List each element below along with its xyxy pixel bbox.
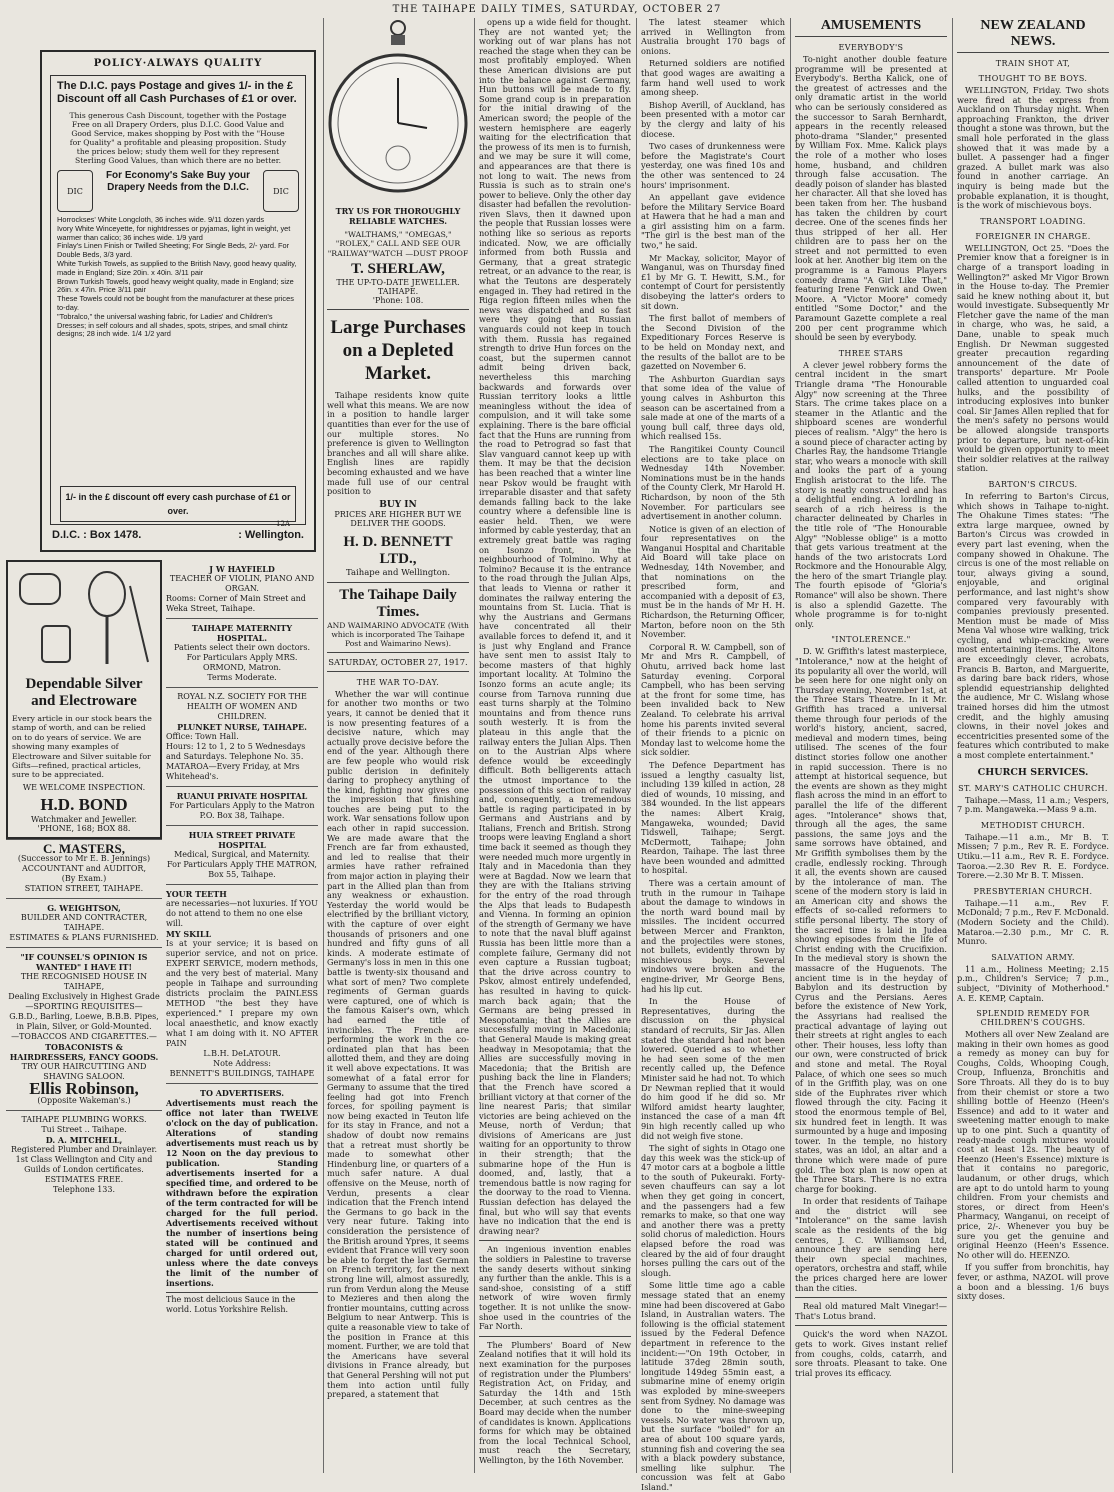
bond-title: Dependable Silver and Electroware: [25, 676, 143, 709]
robinson-house: THE RECOGNISED HOUSE IN TAIHAPE,: [20, 971, 148, 991]
robinson-tobacconists: TOBACONISTS & HAIRDRESSERS, FANCY GOODS.: [9, 1041, 159, 1062]
teeth-title: YOUR TEETH: [166, 889, 227, 899]
column-1: [6, 560, 162, 1475]
circus-article: In referring to Barton's Circus, which shows in Taihape to-night. The Ohakune Times states: "The extra large marquee, owned by Barton's Circus was crowded in every part last evening, when the company showed in Ohakune. The circus is one of the most reliable on tour, always giving a sound, enjoyable, and original performance, and last night's show compared very favourably with companies previously presented. Mention must be made of Miss Mena Val whose wire walking, trick cycling, and whip-cracking, were most entertaining items. The Altons are exceedingly clever, acrobats, Francis B. Barton, and Marguerite, as daring bare back riders, whose splendid equestrianship delighted the audience, Mr C. Wislang whose trained horses did him the utmost credit, and the highly amusing clowns, in their novel jokes and eccentricities presented some of the features which contributed to make a most complete entertainment.": [957, 490, 1109, 760]
mitchell-advertisement: [6, 1110, 162, 1199]
news-paragraph: The Rangitikei County Council elections are to take place on Wednesday 14th November. Nominations must be in the hands of the County Clerk, Mr Harold H. Richardson, by noon of the 5th November. For particulars see advertisement in another column.: [641, 443, 785, 522]
war-body: Whether the war will continue for another two months or two years, it cannot be denied that it is now presenting features of a decisive nature, which may actually prove decisive before the end of the year. Although there are few people who would risk public derision in definitely daring to prophecy anything of the kind, fighting now gives one the impression that finishing touches are being put to the work. War sensations follow upon each other in rapid succession. We are made aware that the French are far from exhausted, and led to realise that their armies have rather refrained from major action in playing their part in the Allied plan than from any weakness or exhaustion. Yesterday the world would be electrified by the brilliant victory, with the capture of over eight thousands of prisoners and one hundred and fifty guns of all kinds. A moderate estimate of Germany's loss in men in this one battle is twenty-six thousand and what sort of men? Two complete regiments of German guards were captured, one of which is the famous Kaiser's own, which had earned the title of invincibles. The French are performing the work in the co-ordinated plan that has been allotted them, and they are doing it well above expectations. It was somewhat of a fatal error for Germany to assume that the tired feeling had got into French forces, for spoiling payment is now being exacted in Teuton life for its stay in France, and not a shadow of doubt now remains that a retreat must shortly be made to somewhat other Hindenburg line, or quarters of a much safer nature. A dual offensive on the Meuse, north of Verdun, presents a clear indication that the French intend the Germans to go back in the very near future. Taking into consideration the persistence of the British around Ypres, it seems evident that France will very soon be able to forget the last German on French territory, for the next strong line will, almost assuredly, run from Verdun along the Meuse to Mezieres and then along the frontier mountains, cutting across Belgium to near Antwerp. This is quite a reasonable view to take of the position in France at this moment. Further, we are told that the Americans have several divisions in France already, but that General Pershing will not put them into action until fully prepared, a statement that: [327, 688, 470, 1400]
masters-address: STATION STREET, TAIHAPE.: [24, 883, 144, 893]
methodist-times: Taihape.—11 a.m., Mr B. T. Missen; 7 p.m., Rev R. E. Fordyce. Utiku.—11 a.m., Rev R. E. Fordyce. Taoroa.—2.30 Rev R. E. Fordyce. Torere.—2.30 Mr B. T. Missen.: [957, 831, 1109, 881]
buy-in: BUY IN: [379, 499, 417, 510]
dic-banner: POLICY·ALWAYS QUALITY: [93, 58, 263, 69]
dic-body: This generous Cash Discount, together with the Postage Free on all Drapery Orders, plus D.I.C. Good Value and Good Service, makes shopping by Post with the "House for Quality" a profitable and pleasing proposition. Study the prices below; study them well for they represent Sterling Good Values, than which there are no better.: [69, 111, 287, 165]
bond-advertisement: [6, 560, 162, 839]
watch-brands: "WALTHAMS," "OMEGAS," "ROLEX," CALL AND SEE OUR "RAILWAY"WATCH —DUST PROOF: [327, 230, 469, 258]
war-continued: opens up a wide field for thought. They are not wanted yet; the working out of war plans has not reached the stage when they can be most profitably employed. When these American divisions are put into the balance against Germany, Hun buttons will be made to fly. Some grand coup is in preparation for the initial drawing of the American sword; the people of the western hemisphere are eagerly waiting for the electrification that the prowess of its men is to furnish, and we may be sure it will come, and appearances are that there is not long to wait. The news from Russia is such as to strain one's power to believe. Only the other day disaster had befallen the revolution-riven Slavs, then it dawned upon the people that Russian losses were nothing like so serious as reports indicated. Now, we are officially informed from both Russia and Germany, that a great strategic retreat, or an advance to the rear, is what the Teutons are desperately engaged in. They had retired in the Riga region fifteen miles when the news was dispatched and so fast were they going that Russian vanguards could not keep in touch with them. Russia has regained strength to drive Hun forces on the coast, but the supermen cannot admit being driven back, nevertheless this marching backwards and forwards over Russian territory looks a little meaningless without the idea of compulsion, and it will take some explaining. There is the bare official fact that the Huns are running from the road to Petrograd so fast that Slav vanguard cannot keep up with them. It may be that the decision has been reached that a winter line near Pskov would be fraught with irreparable disaster and that safety demands falling back to the lake country where a defensible line is easier held. Then, we were informed by cable yesterday, that an extremely great battle was raging on Isonzo front, in the neighbourhood of Tolmino. Why at Tolmino? Because it is the entrance to the road through the Julian Alps, that leads to Vienna or rather it dominates the railway entering the mountains from St. Lucia. That is why the Austrians and Germans have concentrated all their available forces to defend it, and it is just why England and France have sent men to assist Italy to become masters of that highly important locality. At Tolmino the Isonzo forms an acute angle; its course from Tarnova running due east turns sharply at the Tolmino mountains and from thence runs south westerly. It is from the plateau in this angle that the railway enters the Julian Alps. Then on to the Austrian Alps where defence would be exceedingly difficult. Both belligerents attach the utmost importance to the possession of this section of railway and, consequently, a tremendous battle is raging participated in by Germans and Austrians and by Italians, French and British. Strong troops were leaving England a short time back it seemed as though they were needed much more urgently in Italy and in Macedonia than they were at Bagdad. Now we learn that they are with the Italians striving for the entry of the road through the Alps that leads to Budapesth and Vienna. In forming an opinion of the strength of Germany we have to note that the naval bluff against Russia has been little more than a complete failure, Germany did not even capture a Russian tugboat; that the drive across country to Pskov, almost entirely undefended, has resulted in having to quick-march back again; that the Germans are being pressed in Mesopotamia; that the Allies are successfully moving in Macedonia; that General Maude is making great headway in Mesopotamia; that the Allies are successfully moving in Macedonia; that the British are pushing back the line in Flanders; that the French have scored a brilliant victory at that corner of the line nearest Paris; that similar victories are being achieved on the Meuse, north of Verdun; that divisions of Americans are just waiting for an opportunity to throw in their strength; that the submarine hope of the Hun is doomed, and, lastly, that a tremendous battle is now raging for the doorway to the road to Vienna. Russian defection has delayed the final, but who will say that events have no indication that the end is drawing near?: [479, 17, 631, 1236]
presbyterian-heading: PRESBYTERIAN CHURCH.: [973, 886, 1093, 896]
st-marys-times: Taihape.—Mass, 11 a.m.; Vespers, 7 p.m. Mangaweka.—Mass 9 a.m.: [957, 794, 1109, 815]
large-purchases-headline: Large Purchases on a Depleted Market.: [330, 317, 466, 385]
dic-price-list: [57, 216, 299, 339]
pocket-watch-illustration: [327, 18, 469, 204]
sherlaw-address: TAIHAPE.: [377, 287, 419, 297]
dic-item: Brown Turkish Towels, good heavy weight quality, made in England; size 26in. x 47in. Price 3/11 pair: [57, 276, 294, 295]
huia-sub: Medical, Surgical, and Maternity.: [174, 850, 310, 859]
mitchell-cert: 1st Class Wellington and City and Guilds of London certificates.: [15, 1154, 153, 1174]
hayfield-role: TEACHER OF VIOLIN, PIANO AND ORGAN.: [169, 574, 315, 593]
dic-subheadline: For Economy's Sake Buy your Drapery Needs from the D.I.C.: [105, 170, 251, 193]
huia-apply: For Particulars Apply THE MATRON, Box 55, Taihape.: [167, 860, 317, 879]
maternity-title: TAIHAPE MATERNITY HOSPITAL.: [191, 623, 293, 643]
ruanui-apply: For Particulars Apply to the Matron P.O. Box 38, Taihape.: [169, 801, 315, 820]
dic-item: These Towels could not be bought from the manufacturer at these prices to-day.: [57, 294, 294, 312]
sauce-ad: The most delicious Sauce in the world. Lotus Yorkshire Relish.: [166, 1292, 318, 1315]
news-paragraph: The Defence Department has issued a lengthy casualty list, including 139 killed in action, 28 died of wounds, 10 missing, and 384 wounded. In the list appears the names: Albert Kraig, Mangaweka, wounded; David Tidswell, Taihape; Sergt. McDermott, Taihape; John Reardon, Taihape. The last three have been wounded and admitted to hospital.: [641, 759, 785, 876]
robinson-advertisement: [6, 947, 162, 1110]
mitchell-role: Registered Plumber and Drainlayer.: [11, 1144, 157, 1154]
ruanui-title: RUANUI PRIVATE HOSPITAL: [176, 791, 308, 801]
ruanui-advertisement: [166, 786, 318, 825]
intolerance-article: D. W. Griffith's latest masterpiece, "Intolerance," now at the height of its popularity all over the world, will be seen here for one night only on Thursday evening, November 1st, at the Three Stars Theatre. In it Mr. Griffith has traced a universal theme through four periods of the world's history, ancient, sacred, medieval and modern times, being utilised. The scenes of the four distinct stories follow one another in rapid succession. There is no attempt at historical sequence, but the events are shown as they might flash across the mind in an effort to parallel the life of the different ages. "Intolerance" shows that, through all the ages, the same passions, the same joys and the same sorrows have obtained, and Mr Griffith symbolises them by the cradle, endlessly rocking. Through it all, the events shown are caused by the intolerance of man. The scene of the modern story is laid in an American city and shows the effects of so-called reformers to stifle personal liberty. The story of the sacred time is laid in Judea showing episodes from the life of Christ ending with the Crucifixion. In the medieval story is shown the massacre of the Huguenots. The ancient time is in the heyday of Babylon and its destruction by Cyrus and the Persians. Aeres before the existence of New York, the Assyrians had realised the practical advantage of laying out their streets at right angles to each other. Their houses, less lofty than our own, were constructed of brick and stone and metal. The Royal Palace, of which one sees so much of in the Griffith play, was on one side of the Euphrates river which flowed through the city. Facing it stood the enormous temple of Bel, six hundred feet in length. It was surmounted by a huge and imposing tower. In the temple, no history states, was an idol, an altar and a throne which were made of pure gold. The box plan is now open at the Three Stars. There is no extra charge for booking.: [795, 646, 947, 1194]
bond-trade: Watchmaker and Jeweller.: [31, 814, 137, 824]
mitchell-name: D. A. MITCHELL,: [45, 1134, 123, 1145]
boys-heading: THOUGHT TO BE BOYS.: [978, 74, 1088, 83]
news-paragraph: Corporal R. W. Campbell, son of Mr and Mrs R. Campbell, of Ohutu, arrived back home last Saturday evening. Corporal Campbell, who has been serving at the front for some time, has been invalided back to New Zealand. To celebrate his arrival home his parents invited several of their friends to a picnic on Monday last to welcome home the sick soldier.: [641, 641, 785, 758]
dic-item: White Turkish Towels, as supplied to the British Navy, good heavy quality, made in England; Size 20in. x 40in. 3/11 pair: [57, 258, 297, 277]
intolerance-heading: "INTOLERENCE.": [831, 635, 911, 645]
news-paragraph: Notice is given of an election of four representatives on the Wanganui Hospital and Charitable Aid Board will take place on Wednesday, 14th November, and that nominations on the prescribed form, and accompanied with a deposit of £3, must be in the hands of Mr H. H. Richardson, the Returning Officer, Marton, before noon on the 5th November.: [641, 523, 785, 640]
robinson-opposite: (Opposite Wakeman's.): [37, 1095, 131, 1105]
news-paragraph: The first ballot of members of the Second Division of the Expeditionary Forces Reserve is to be held on Monday next, and the results of the ballot are to be gazetted on November 6.: [641, 313, 785, 372]
masthead: THE TAIHAPE DAILY TIMES, SATURDAY, OCTOBER 27: [392, 4, 722, 15]
large-purchases-body: Taihape residents know quite well what this means. We are now in a position to handle larger quantities than ever for the use of our multiple stores. No preference is given to Wellington branches and all will share alike. English lines are rapidly becoming exhausted and we have made full use of our central position to: [327, 390, 469, 497]
news-paragraph: The latest steamer which arrived in Wellington from Australia brought 170 bags of onions.: [641, 17, 785, 56]
weightson-name: G. WEIGHTSON,: [47, 902, 121, 913]
advertisers-title: TO ADVERTISERS.: [199, 1088, 285, 1098]
remedy-article: Mothers all over New Zealand are making in their own homes as good a remedy as money can buy for Coughs, Colds, Whooping Cough, Croup, Influenza, Bronchitis and Sore Throats. All they do is to buy from their chemist or store a two shilling bottle of Heenzo (Heen's Essence) and add to it water and sweetening matter enough to make up to one pint. Such a quantity of ready-made cough mixtures would cost at least 12s. The beauty of Heenzo (Heen's Essence) mixture is that it contains no paregoric, laudanum, or other drugs, which are apt to do untold harm to young children. From your chemists and stores, or direct from Heen's Pharmacy, Wanganui, on receipt of price, 2/-. Whenever you buy be sure you get the genuine and original Heenzo (Heen's Essence. No other will do. HEENZO.: [957, 1029, 1109, 1260]
bond-name: H.D. BOND: [40, 794, 128, 814]
column-rule: [474, 18, 475, 1473]
dic-footer: [42, 525, 314, 545]
robinson-tobacco: —TOBACCOS AND CIGARETTES.—: [11, 1031, 157, 1041]
sherlaw-name: T. SHERLAW,: [351, 261, 445, 278]
news-paragraph: Some little time ago a cable message stated that an enemy mine had been discovered at Gabo Island, in Australian waters. The following is the official statement issued by the Federal Defence department in reference to the incident:—"On 19th October, in latitude 37deg 28min south, longitude 149deg 55min east, a submarine mine of enemy origin was exploded by mine-sweepers sent from Sydney. No damage was done to the mine-sweeping vessels. No water was thrown up, but the surface "boiled" for an area of about 100 square yards, stunning fish and covering the sea with a black powdery substance, smelling like sulphur. The concussion was felt at Gabo Island.": [641, 1280, 785, 1492]
skill-title: MY SKILL: [166, 929, 212, 939]
dic-emblem-left: DIC: [57, 170, 93, 212]
column-3: [327, 18, 469, 1475]
bennett-sub: Taihape and Wellington.: [345, 567, 451, 578]
news-paragraph: The Ashburton Guardian says that some idea of the value of young calves in Ashburton this season can be ascertained from a sale made at one of the marts of a young bull calf, three days old, which realised 15s.: [641, 373, 785, 442]
robinson-dealing: Dealing Exclusively in Highest Grade: [8, 991, 160, 1001]
masters-role: ACCOUNTANT and AUDITOR,: [21, 863, 146, 873]
silverware-illustration: [12, 566, 158, 676]
news-paragraph: Bishop Averill, of Auckland, has been presented with a motor car by the clergy and laity of his diocese.: [641, 99, 785, 139]
huia-advertisement: [166, 825, 318, 884]
masters-advertisement: [6, 839, 162, 898]
three-stars-article: A clever jewel robbery forms the central incident in the smart Triangle drama "The Honourable Algy" now screening at the Three Stars. The crime takes place on a steamer in the Atlantic and the shipboard scenes are wonderful pieces of realism. "Algy" the hero is a sound piece of character acting by Charles Ray, the handsome Triangle star, who wears a monocle with skill and looks the part of a young English aristocrat to the life. The story is neatly constructed and has a delightful ending. A lordling in search of a rich heiress is the character delineated by Charles in the title role of "The Honourable Algy" "Noblesse oblige" is a motto that gets various treatment at the hands of the two aristocrats Lord Rockmore and the Honourable Algy, the hero of the smart Triangle play. The fourth episode of "Gloria's Romance" will also be shown. There is also a splendid Gazette. The whole programme is for to-night only.: [795, 359, 947, 629]
paper-title: The Taihape Daily Times.: [339, 586, 457, 620]
circus-heading: BARTON'S CIRCUS.: [988, 479, 1078, 489]
dentist-note: Note Address:: [213, 1059, 271, 1068]
amusements-title: AMUSEMENTS: [795, 18, 947, 37]
news-paragraph: In the House of Representatives, during the discussion on the physical standard of recruits, Sir Jas. Allen stated the standard had not been lowered. Queried as to whether he had seen some of the men recently called up, the Defence Minister said he had not. To which Dr Newman replied that it would do him good if he did so. Mr Wilford amidst hearty laughter, instanced the case of a man 4ft 9in high recently called up who did not weigh five stone.: [641, 996, 785, 1141]
mitchell-estimates: ESTIMATES FREE.: [44, 1174, 124, 1184]
advertisers-notice: [166, 1083, 318, 1319]
robinson-pipes: G.B.D., Barling, Loewe, B.B.B. Pipes, in Plain, Silver, or Gold-Mounted.: [9, 1011, 159, 1031]
salvation-heading: SALVATION ARMY.: [991, 952, 1075, 962]
column-rule: [952, 18, 953, 1473]
prices-line: PRICES ARE HIGHER BUT WE DELIVER THE GOODS.: [334, 509, 462, 528]
plunket-nurse: PLUNKET NURSE, TAIHAPE.: [177, 722, 307, 732]
dic-box-number: D.I.C. : Box 1478.: [52, 529, 142, 541]
weightson-advertisement: [6, 898, 162, 947]
foreigner-heading: FOREIGNER IN CHARGE.: [975, 231, 1091, 241]
column-rule: [323, 18, 324, 1473]
remedy-heading: SPLENDID REMEDY FOR CHILDREN'S COUGHS.: [976, 1009, 1090, 1028]
masters-exam: (By Exam.): [61, 873, 107, 883]
st-marys-heading: ST. MARY'S CATHOLIC CHURCH.: [958, 783, 1108, 793]
dic-discount-box: 1/- in the £ discount off every cash purchase of £1 or over.: [60, 486, 296, 522]
sherlaw-phone: 'Phone: 108.: [372, 296, 424, 306]
column-rule: [790, 18, 791, 1473]
advertisers-body: Advertisements must reach the office not later than TWELVE o'clock on the day of publication. Alterations of standing advertisements must reach us by 12 Noon on the day previous to publication. Standing advertisements inserted for a specified time, and ordered to be withdrawn before the expiration of the term contracted for will be charged for the full period. Advertisements received without the number of insertions being stated will be continued and charged for until ordered out, unless where the date conveys the limit of the number of insertions.: [166, 1098, 318, 1288]
robinson-saloon: TRY OUR HAIRCUTTING AND SHAVING SALOON.: [21, 1061, 147, 1081]
plunket-mataroa: MATAROA—Every Friday, at Mrs Whitehead's.: [166, 762, 300, 781]
weightson-role: BUILDER AND CONTRACTER, TAIHAPE.: [20, 912, 148, 932]
plumbers-board-article: The Plumbers' Board of New Zealand notifies that it will hold its next examination for the purposes of registration under the Plumbers' Registration Act, on Friday, and Saturday the 14th and 15th December, at such centres as the Board may decide when the number of candidates is known. Applications forms for which may be obtained from the local Technical School, must reach the Secretary, Wellington, by the 16th November.: [479, 1339, 631, 1465]
everybodys-heading: EVERYBODY'S: [838, 43, 904, 52]
huia-title: HUIA STREET PRIVATE HOSPITAL: [188, 830, 296, 850]
maternity-sub: Patients select their own doctors.: [174, 643, 310, 652]
hayfield-name: J W HAYFIELD: [209, 564, 275, 574]
plunket-hours: Hours: 12 to 1, 2 to 5 Wednesdays and Saturdays. Telephone No. 35.: [166, 742, 306, 761]
column-7: [957, 18, 1109, 1475]
plunket-advertisement: [166, 687, 318, 786]
everybodys-article: To-night another double feature programme will be presented at Everybody's. Bertha Kalick, one of the greatest of actresses and the only dramatic artist in the world who can be seriously considered as the successor to Sarah Bernhardt, appears in the recently released photo-drama "Slander," presented by William Fox. Mme. Kalick plays the role of a mother who loses home, husband, and children through false accusation. The deadly poison of slander has blasted her character. All that she loved has been taken from her. The husband has taken the children by court decree. One of the scenes finds her thus stripped of her all. Her children are to pass her on the street and not permitted to even look at her. Another big item on the programme is a Famous Players comedy drama "A Girl Like That," featuring Irene Fenwick and Owen Moore. A "Victor Moore" comedy entitled "Some Doctor," and the Paramount Gazette complete a real 200 per cent programme which should be seen by everybody.: [795, 54, 947, 343]
transport-article: WELLINGTON, Oct 25. "Does the Premier know that a foreigner is in charge of a transport loading in Wellington?" asked Mr Vigor Brown in the House to-day. The Premier said he knew nothing about it, but would investigate. Subsequently Mr Fletcher gave the name of the man in charge, who was, he said, a Dane, unable to speak much English. Dr Newman suggested greater precaution regarding announcement of the date of transports' departure. Mr Poole called attention to unguarded coal hulks, and the possibility of introducing explosives into bunker coal. Sir James Allen replied that for the men's safety no persons would be allowed alongside transports prior to departure, but next-of-kin would be given opportunity to meet their soldier relatives at the railway station.: [957, 242, 1109, 474]
dic-city: : Wellington.: [238, 529, 304, 541]
watch-caption: TRY US FOR THOROUGHLY RELIABLE WATCHES.: [335, 206, 461, 226]
dic-emblem-right: DIC: [263, 170, 299, 212]
train-heading: TRAIN SHOT AT,: [995, 59, 1071, 68]
plunket-office: Office: Town Hall.: [166, 732, 239, 741]
malt-vinegar-ad: Real old matured Malt Vinegar!—That's Lotus brand.: [795, 1301, 947, 1321]
dic-inner-box: [50, 75, 306, 525]
column-rule: [636, 18, 637, 1473]
plunket-title: ROYAL N.Z. SOCIETY FOR THE HEALTH OF WOMEN AND CHILDREN.: [177, 692, 307, 721]
salvation-times: 11 a.m., Holiness Meeting; 2.15 p.m., Children's Service; 7 p.m., subject, "Divinity of Motherhood." A. E. KEMP, Captain.: [957, 963, 1109, 1003]
bennett-name: H. D. BENNETT LTD.,: [343, 533, 453, 567]
news-paragraph: The sight of sights in Otago one day this week was the stick-up of 47 motor cars at a bogbole a little to the south of Pukeuraki. Forty-seven chauffeurs can say a lot when they get going in concert, and the passengers had a few remarks to make, so that one way and another there was a pretty solid chorus of malediction. Hours elapsed before the road was cleared by the aid of four draught horses pulling the cars out of the slough.: [641, 1143, 785, 1278]
dic-code: 12A: [276, 520, 290, 528]
dic-advertisement: [40, 50, 316, 552]
dentist-advertisement: [166, 884, 318, 1083]
dic-headline: The D.I.C. pays Postage and gives 1/- in the £ Discount off all Cash Purchases of £1 or over.: [57, 80, 297, 105]
dic-item: Ivory White Winceyette, for nightdresses or pyjamas, light in weight, yet warmer than calico; 36 inches wide. 1/9 yard: [57, 223, 291, 242]
war-headline: THE WAR TO-DAY.: [356, 677, 440, 687]
column-4: [479, 18, 631, 1475]
hayfield-rooms: Rooms: Corner of Main Street and Weka Street, Taihape.: [166, 594, 306, 613]
train-article: WELLINGTON, Friday. Two shots were fired at the express from Auckland on Thursday night. When approaching Frankton, the driver thought a stone was thrown, but the small hole perforated in the glass showed that it was made by a bullet. A passenger had a finger grazed. A bullet mark was also found in another carriage. An inquiry is being made but the probable explanation, it is thought, is the work of mischievous boys.: [957, 85, 1109, 211]
news-paragraph: Returned soldiers are notified that good wages are awaiting a farm hand well used to work among sheep.: [641, 58, 785, 98]
robinson-requisites: —SPORTING REQUISITES—: [25, 1001, 143, 1011]
nazol-ad: Quick's the word when NAZOL gets to work. Gives instant relief from coughs, colds, catarrh, and sore throats. Pleasant to take. One trial proves its efficacy.: [795, 1329, 947, 1378]
dic-item: Horrockses' White Longcloth, 36 inches wide. 9/11 dozen yards: [57, 215, 265, 224]
nz-news-title: NEW ZEALAND NEWS.: [957, 18, 1109, 53]
dic-item: "Tobralco," the universal washing fabric, for Ladies' and Children's Dresses; in self colours and all shades, spots, stripes, and small chintz designs; 28 inch wide. 1/4 1/2 yard: [57, 311, 288, 339]
masters-name: C. MASTERS,: [43, 840, 125, 856]
mitchell-street: Tui Street .. Taihape.: [41, 1124, 127, 1134]
maternity-terms: Terms Moderate.: [207, 673, 277, 682]
sherlaw-role: THE UP-TO-DATE JEWELLER.: [336, 278, 460, 288]
intolerance-note: In order that residents of Taihape and the district will see "Intolerance" on the same lavish scale as the residents of the big centres, J. C. Williamson Ltd, announce they are sending here their own special machines, operators, orchestra and staff, while the prices charged here are lower than the cities.: [795, 1196, 947, 1293]
maternity-advertisement: [166, 618, 318, 687]
teeth-body: are necessaries—not luxuries. If YOU do not attend to them no one else will.: [166, 899, 318, 928]
sand-shoe-article: An ingenious invention enables the soldiers in Palestine to traverse the sandy deserts without sinking any further than the ankle. This is a sand-shoe, consisting of a stiff network of wire woven firmly together. It is not unlike the snow-shoe used in the countries of the Far North.: [479, 1244, 631, 1332]
maternity-apply: For Particulars Apply MRS. ORMOND, Matron.: [186, 653, 298, 672]
three-stars-heading: THREE STARS: [838, 348, 904, 358]
news-paragraph: Mr Mackay, solicitor, Mayor of Wanganui, was on Thursday fined £1 by Mr G. T. Hewitt, S.M., for contempt of Court for persistently disobeying the latter's orders to sit down.: [641, 252, 785, 311]
masters-sub: (Successor to Mr E. B. Jennings): [17, 853, 151, 863]
dentist-name: L.B.H. DeLATOUR.: [203, 1049, 281, 1058]
paper-sub: AND WAIMARINO ADVOCATE (With which is incorporated The Taihape Post and Waimarino News).: [327, 620, 469, 648]
transport-heading: TRANSPORT LOADING.: [980, 216, 1086, 226]
weightson-plans: ESTIMATES & PLANS FURNISHED.: [9, 932, 159, 942]
dentist-address: BENNETT'S BUILDINGS, TAIHAPE: [169, 1069, 315, 1078]
mitchell-works: TAIHAPE PLUMBING WORKS.: [21, 1114, 147, 1124]
hayfield-advertisement: [166, 560, 318, 618]
skill-body: Is at your service; it is based on superior service, and not on price. EXPERT SERVICE, modern methods, and the very best of material. Many people in Taihape and surrounding districts proclaim the PAINLESS METHOD "the best they have experienced." I prepare my own local anaesthetic, and know exactly what I am doing with it. NO AFTER PAIN: [166, 939, 318, 1048]
robinson-quote: "IF COUNSEL'S OPINION IS WANTED" I HAVE IT!: [20, 951, 148, 972]
bond-phone: 'PHONE, 168; BOX 88.: [37, 823, 131, 833]
paper-date: SATURDAY, OCTOBER 27, 1917.: [328, 656, 468, 667]
column-2: [166, 560, 318, 1475]
bond-body: Every article in our stock bears the stamp of worth, and can be relied on to do years of service. We are showing many examples of Electroware and Silver suitable for Gifts—refined, practical articles, sure to be appreciated.: [12, 714, 152, 780]
news-paragraph: An appellant gave evidence before the Military Service Board at Hawera that he had a man and a girl assisting him on a farm. "The girl is the best man of the two," he said.: [641, 192, 785, 251]
news-paragraph: Two cases of drunkenness were before the Magistrate's Court yesterday, one was fined 10s and the other was sentenced to 24 hours' imprisonment.: [641, 141, 785, 190]
column-5: [641, 17, 785, 1492]
column-6: [795, 18, 947, 1475]
presbyterian-times: Taihape.—11 a.m., Rev F. McDonald; 7 p.m., Rev F. McDonald. (Modern Society and the Child). Mataroa.—2.30 p.m., Mr C. R. Munro.: [957, 897, 1109, 947]
methodist-heading: METHODIST CHURCH.: [980, 820, 1086, 830]
robinson-name: Ellis Robinson,: [29, 1078, 139, 1098]
nazol-bronchitis-ad: If you suffer from bronchitis, hay fever, or asthma, NAZOL will prove a boon and a blessing. 1/6 buys sixty doses.: [957, 1262, 1109, 1302]
church-services-heading: CHURCH SERVICES.: [977, 766, 1089, 778]
mitchell-telephone: Telephone 133.: [52, 1184, 116, 1194]
dic-item: Finlay's Linen Finish or Twilled Sheeting; For Single Beds, 2/- yard. For Double Beds, 3/3 yard.: [57, 241, 290, 260]
bond-invite: WE WELCOME INSPECTION.: [22, 782, 146, 792]
news-paragraph: There was a certain amount of truth in the rumour in Taihape about the damage to windows in the north ward bound mail by missiles. The incident occurred between Mercer and Frankton, and the projectiles were stones, not bullets, evidently thrown by mischievous boys. Several windows were broken and the engine-driver, Mr George Bens, had his lip cut.: [641, 878, 785, 994]
